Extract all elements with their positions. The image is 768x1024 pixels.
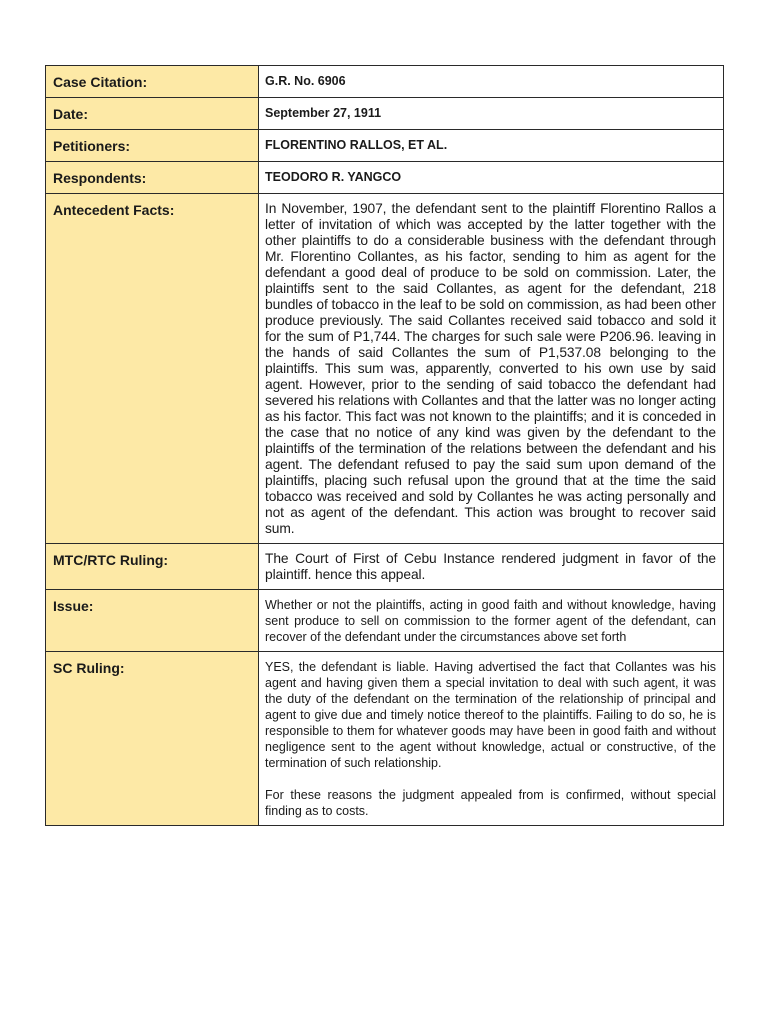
respondents-label: Respondents: — [46, 162, 259, 194]
sc-ruling-label: SC Ruling: — [46, 652, 259, 826]
mtc-rtc-ruling-value: The Court of First of Cebu Instance rendered judgment in favor of the plaintiff. hence this appeal. — [259, 544, 724, 590]
case-citation-value: G.R. No. 6906 — [259, 66, 724, 98]
case-digest-table — [45, 65, 724, 826]
respondents-value: TEODORO R. YANGCO — [259, 162, 724, 194]
table-row — [46, 194, 724, 544]
date-label: Date: — [46, 98, 259, 130]
table-row — [46, 590, 724, 652]
sc-ruling-paragraph: YES, the defendant is liable. Having advertised the fact that Collantes was his agent and having given them a special invitation to deal with such agent, it was the duty of the defendant on the termination of the relationship of principal and agent to give due and timely notice thereof to the plaintiffs. Failing to do so, he is responsible to them for whatever goods may have been in good faith and without negligence sent to the agent without knowledge, actual or constructive, of the termination of such relationship. — [265, 660, 716, 770]
sc-ruling-value — [259, 652, 724, 826]
issue-value: Whether or not the plaintiffs, acting in good faith and without knowledge, having sent produce to sell on commission to the former agent of the defendant, can recover of the defendant under the circumstances above set forth — [259, 590, 724, 652]
petitioners-value: FLORENTINO RALLOS, ET AL. — [259, 130, 724, 162]
table-row — [46, 162, 724, 194]
table-row — [46, 130, 724, 162]
issue-label: Issue: — [46, 590, 259, 652]
table-row — [46, 652, 724, 826]
table-row — [46, 544, 724, 590]
antecedent-facts-value: In November, 1907, the defendant sent to the plaintiff Florentino Rallos a letter of invitation of which was accepted by the latter together with the other plaintiffs to do a considerable business with the defendant through Mr. Florentino Collantes, as his factor, sending to him as agent for the defendant a good deal of produce to be sold on commission. Later, the plaintiffs sent to the said Collantes, as agent for the defendant, 218 bundles of tobacco in the leaf to be sold on commission, as had been other produce previously. The said Collantes received said tobacco and sold it for the sum of P1,744. The charges for such sale were P206.96. leaving in the hands of said Collantes the sum of P1,537.08 belonging to the plaintiffs. This sum was, apparently, converted to his own use by said agent. However, prior to the sending of said tobacco the defendant had severed his relations with Collantes and that the latter was no longer acting as his factor. This fact was not known to the plaintiffs; and it is conceded in the case that no notice of any kind was given by the defendant to the plaintiffs of the termination of the relations between the defendant and his agent. The defendant refused to pay the said sum upon demand of the plaintiffs, placing such refusal upon the ground that at the time the said tobacco was received and sold by Collantes he was acting personally and not as agent of the defendant. This action was brought to recover said sum. — [259, 194, 724, 544]
case-citation-label: Case Citation: — [46, 66, 259, 98]
date-value: September 27, 1911 — [259, 98, 724, 130]
table-row — [46, 98, 724, 130]
antecedent-facts-label: Antecedent Facts: — [46, 194, 259, 544]
sc-ruling-paragraph: For these reasons the judgment appealed from is confirmed, without special finding as to costs. — [265, 788, 716, 818]
mtc-rtc-ruling-label: MTC/RTC Ruling: — [46, 544, 259, 590]
table-row — [46, 66, 724, 98]
petitioners-label: Petitioners: — [46, 130, 259, 162]
